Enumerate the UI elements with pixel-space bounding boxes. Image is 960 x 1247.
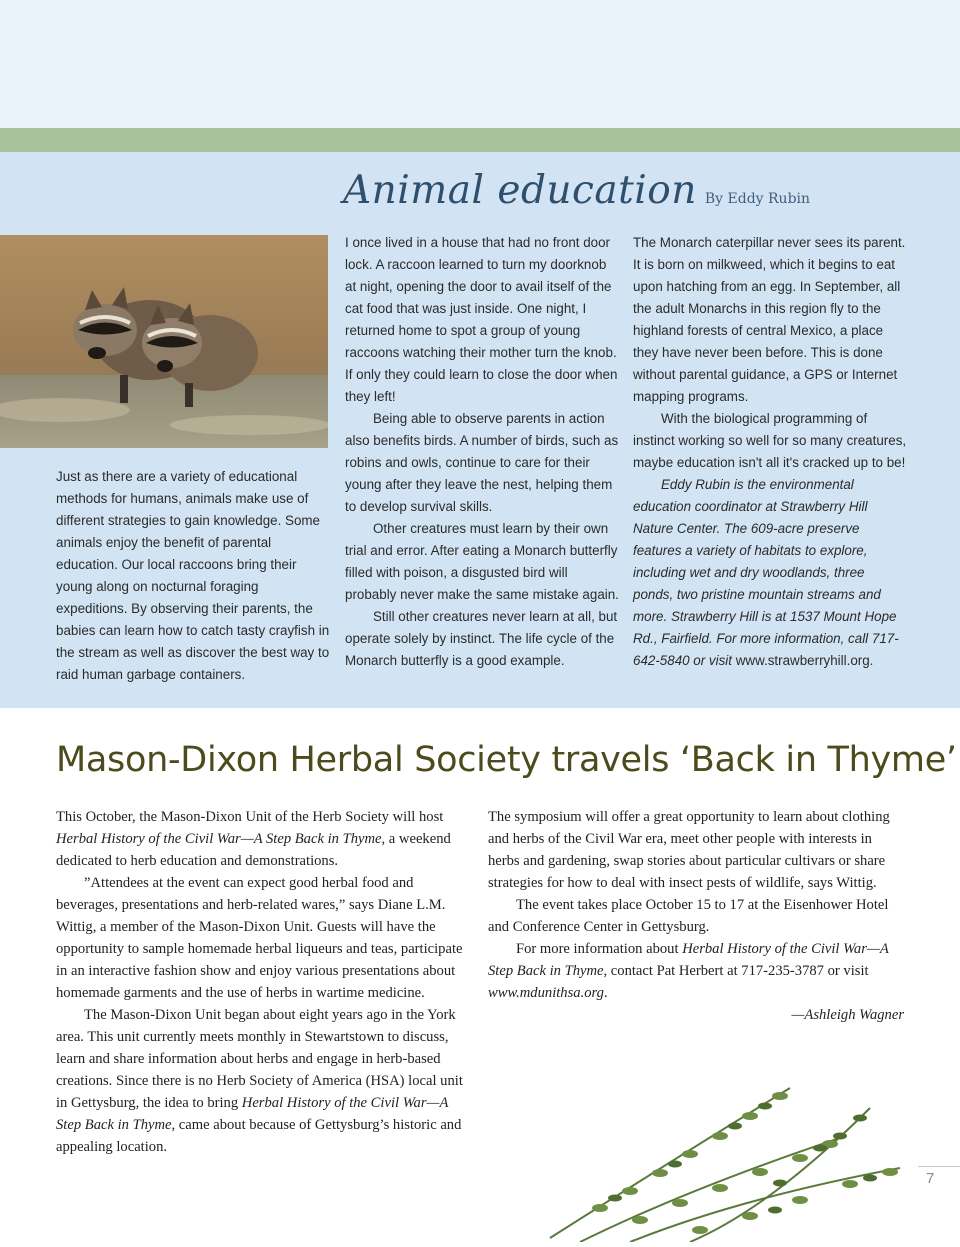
paragraph: The Monarch caterpillar never sees its parent. It is born on milkweed, which it begins to eat upon hatching from an egg. In September, all the adult Monarchs in this region fly to the highland forests of central Mexico, a place they have never been before. This is done without parental guidance, a GPS or Internet mapping programs. — [633, 235, 906, 404]
paragraph: ”Attendees at the event can expect good herbal food and beverages, presentations and herb-related wares,” says Diane L.M. Wittig, a member of the Mason-Dixon Unit. Guests will have the opportunity to sample homemade herbal liqueurs and teas, participate in an interactive fashion show and enjoy various presentations about homemade garments and the use of herbs in wartime medicine. — [56, 875, 463, 1001]
accent-stripe — [0, 128, 960, 152]
article-column-1 — [345, 232, 620, 672]
text-span: , came about because of Gettysburg’s historic and appealing location. — [56, 1117, 462, 1155]
text-span: . — [603, 985, 608, 1001]
intro-text: Just as there are a variety of educational methods for humans, animals make use of different strategies to gain knowledge. Some animals enjoy the benefit of parental education. Our local raccoons bring their young along on nocturnal foraging expeditions. By observing their parents, the babies can learn how to catch tasty crayfish in the stream as well as discover the best way to raid human garbage containers. — [56, 469, 330, 682]
paragraph: Being able to observe parents in action also benefits birds. A number of birds, such as robins and owls, continue to care for their young after they leave the nest, helping them to develop survival skills. — [345, 411, 619, 514]
text-span: This October, the Mason-Dixon Unit of the Herb Society will host — [56, 809, 444, 825]
top-header-band — [0, 0, 960, 128]
paragraph — [56, 806, 474, 872]
article-title: Animal education — [343, 168, 697, 213]
event-title: Herbal History of the Civil War—A Step Back in Thyme — [56, 1095, 449, 1133]
text-span: , contact Pat Herbert at 717-235-3787 or visit — [603, 963, 869, 979]
thyme-sprigs-image — [540, 1048, 930, 1242]
paragraph: The symposium will offer a great opportunity to learn about clothing and herbs of the Civil War era, meet other people with interests in herbs and gardening, swap stories about particular cultivars or share strategies for how to deal with insect pests of wildlife, says Wittig. — [488, 809, 890, 891]
event-title: Herbal History of the Civil War—A Step Back in Thyme — [56, 831, 382, 847]
article2-column-2 — [488, 806, 904, 1026]
event-url-link[interactable]: www.mdunithsa.org — [488, 985, 604, 1001]
article-byline: By Eddy Rubin — [704, 191, 811, 207]
article2-column-1 — [56, 806, 474, 1158]
paragraph — [56, 1004, 474, 1158]
page-number: 7 — [926, 1170, 935, 1187]
raccoons-photo — [0, 235, 328, 448]
event-title: Herbal History of the Civil War—A Step Back in Thyme — [488, 941, 889, 979]
author-signature: —Ashleigh Wagner — [791, 1007, 904, 1023]
author-bio — [633, 474, 908, 672]
paragraph: I once lived in a house that had no front door lock. A raccoon learned to turn my doorknob at night, opening the door to avail itself of the cat food that was just inside. One night, I returned home to spot a group of young raccoons watching their mother turn the knob. If only they could learn to close the door when they left! — [345, 235, 618, 404]
text-span: The Mason-Dixon Unit began about eight years ago in the York area. This unit currently meets monthly in Stewartstown to discuss, learn and share information about herbs and engage in herb-based creations. Since there is no Herb Society of America (HSA) local unit in Gettysburg, the idea to bring — [56, 1007, 463, 1111]
paragraph — [488, 938, 904, 1004]
text-span: , a weekend dedicated to herb education and demonstrations. — [56, 831, 451, 869]
paragraph: The event takes place October 15 to 17 at the Eisenhower Hotel and Conference Center in Gettysburg. — [488, 897, 889, 935]
bio-url-link[interactable]: www.strawberryhill.org. — [735, 653, 874, 668]
paragraph: Other creatures must learn by their own trial and error. After eating a Monarch butterfly filled with poison, a disgusted bird will probably never make the same mistake again. — [345, 521, 619, 602]
text-span: For more information about — [516, 941, 683, 957]
article-title-row — [343, 168, 810, 218]
author-bio-text: Eddy Rubin is the environmental education coordinator at Strawberry Hill Nature Center. The 609-acre preserve features a variety of habitats to explore, including wet and dry woodlands, three ponds, two pristine mountain streams and more. Strawberry Hill is at 1537 Mount Hope Rd., Fairfield. For more information, call 717-642-5840 or visit — [633, 477, 899, 668]
paragraph: Still other creatures never learn at all, but operate solely by instinct. The life cycle of the Monarch butterfly is a good example. — [345, 609, 618, 668]
paragraph: With the biological programming of instinct working so well for so many creatures, maybe education isn't all it's cracked up to be! — [633, 411, 907, 470]
article2-headline: Mason-Dixon Herbal Society travels ‘Back in Thyme’ — [56, 740, 957, 780]
article-column-2 — [633, 232, 908, 672]
page-number-rule — [918, 1166, 960, 1167]
